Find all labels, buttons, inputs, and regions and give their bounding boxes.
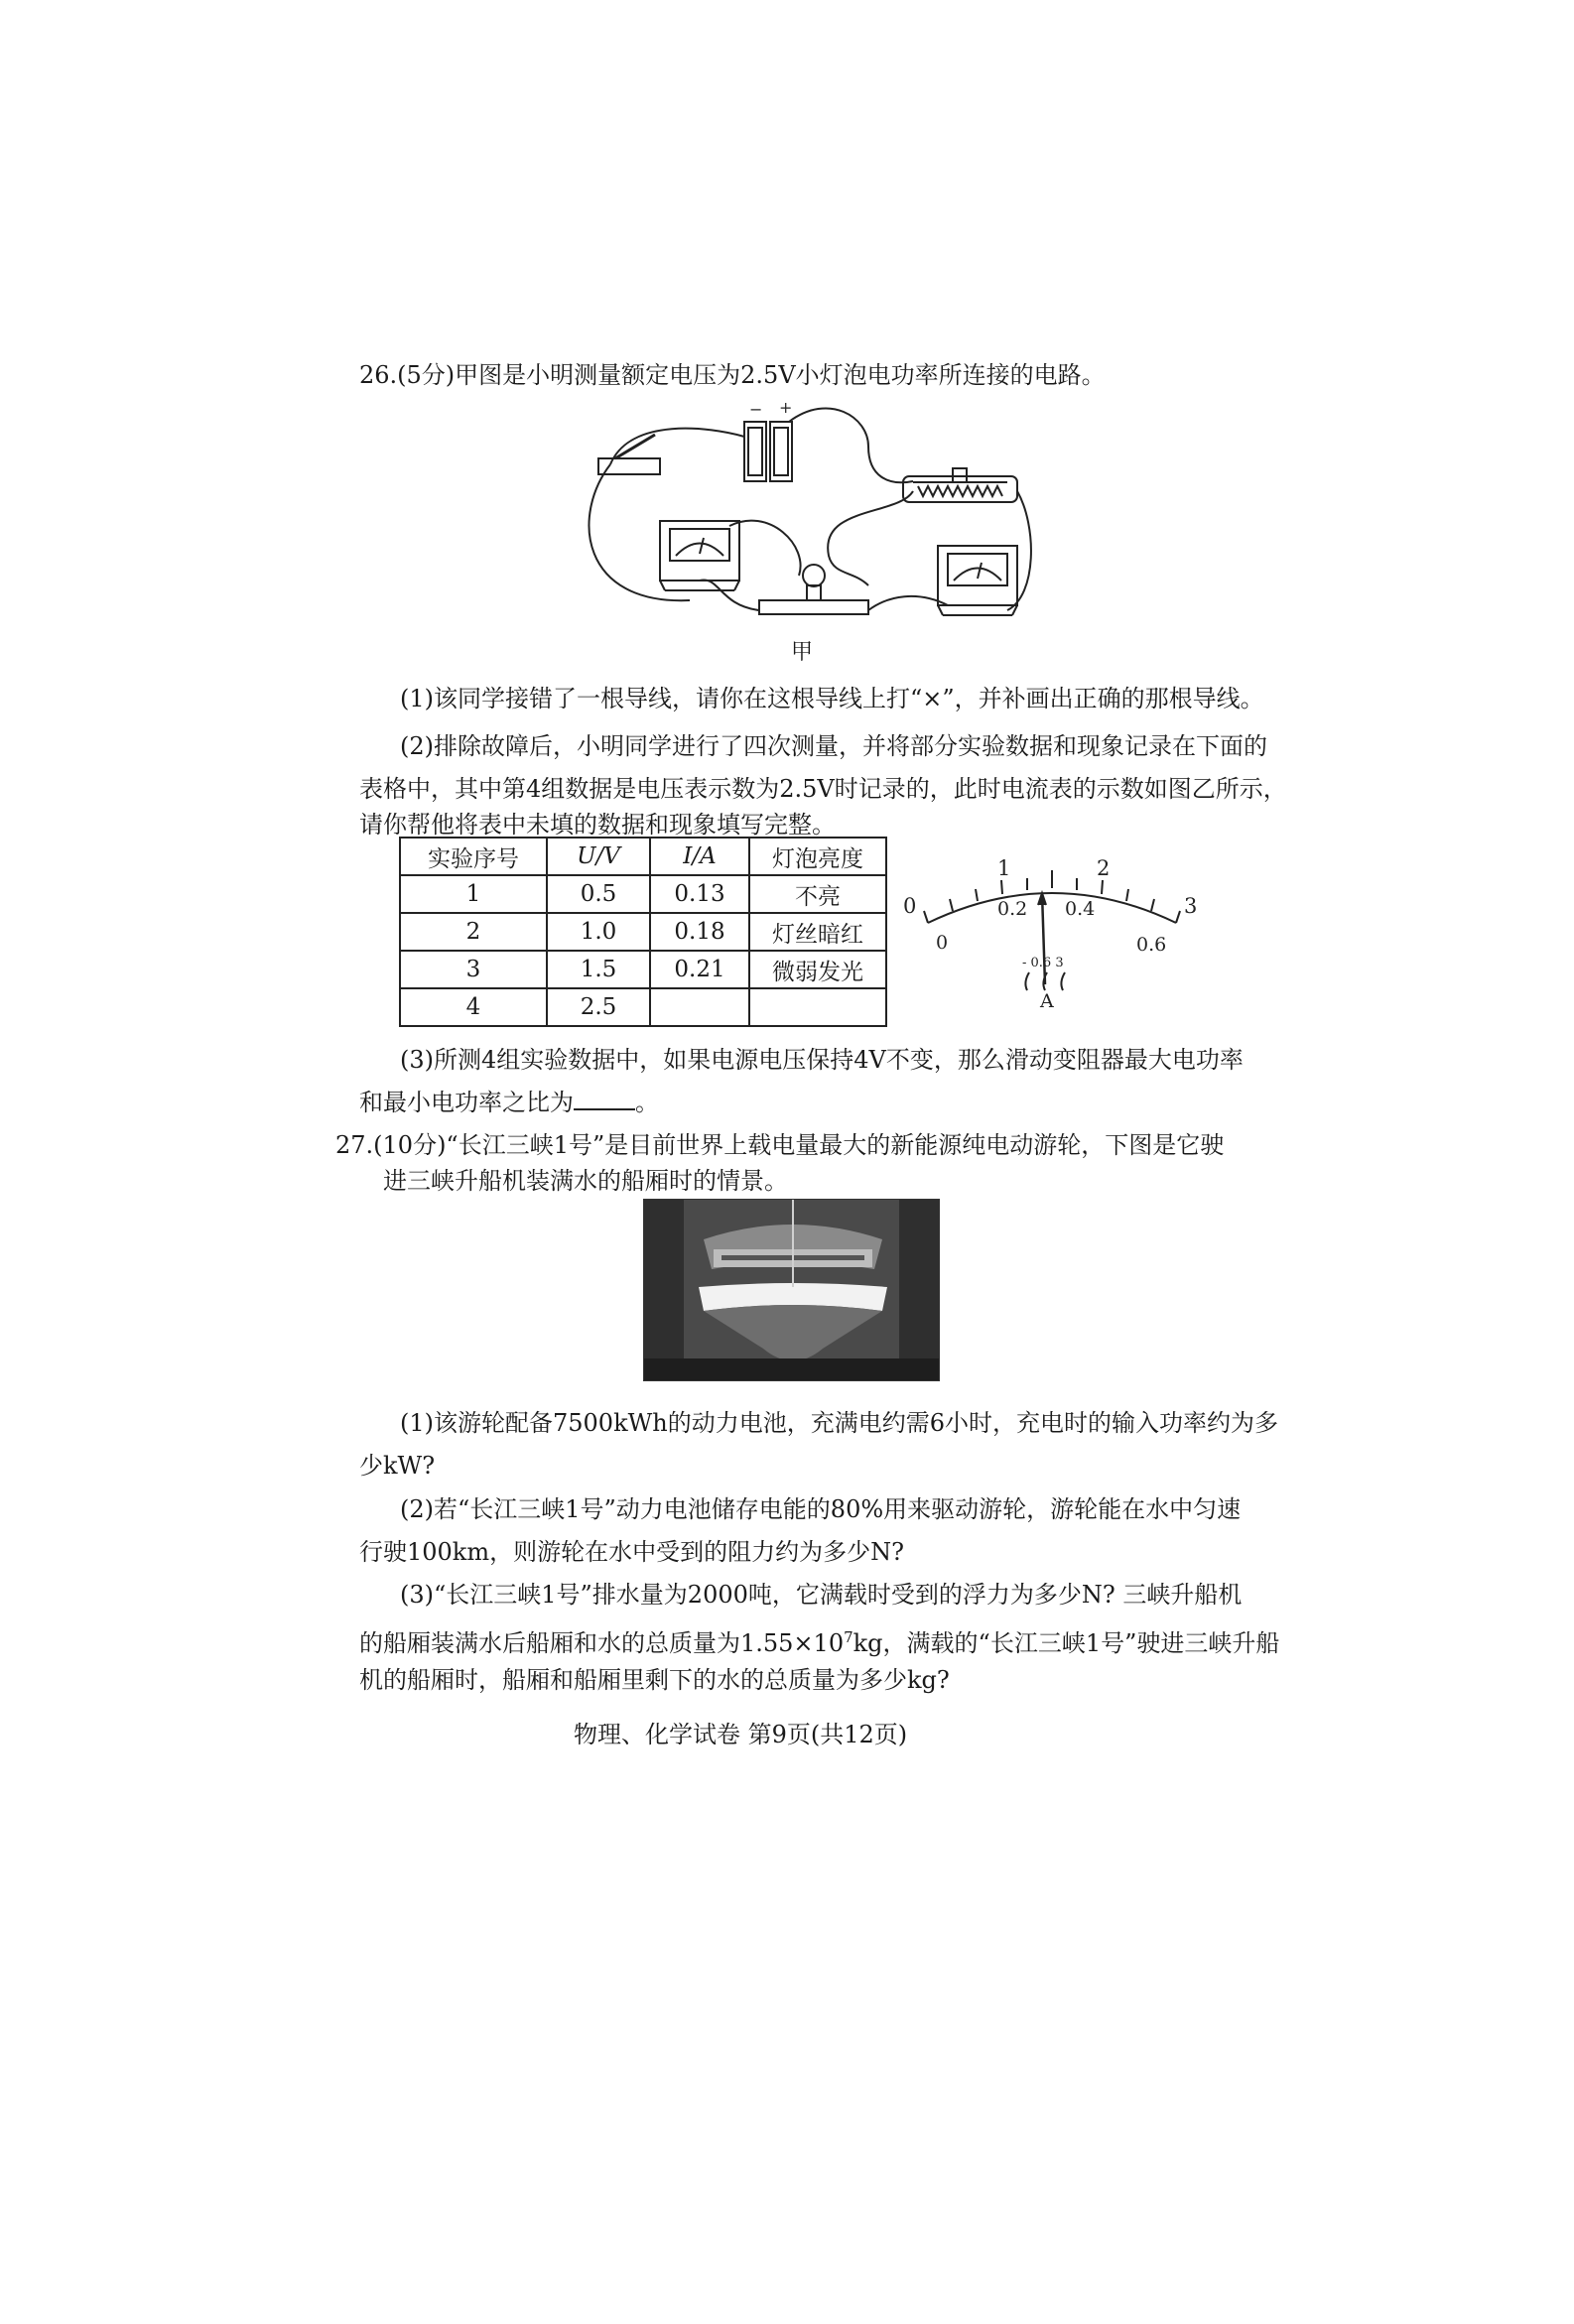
table-header: 灯泡亮度	[749, 838, 886, 875]
table-row	[400, 913, 886, 951]
table-cell: 4	[400, 988, 547, 1026]
ship-photo	[643, 1199, 940, 1381]
battery-minus-label: −	[749, 400, 763, 419]
dial-inner-label: 0	[936, 932, 949, 954]
figure-caption-jia: 甲	[791, 640, 814, 665]
table-cell: 1.5	[547, 951, 650, 988]
q27-part3-line1: (3)“长江三峡1号”排水量为2000吨，它满载时受到的浮力为多少N? 三峡升船机	[400, 1581, 1243, 1609]
dial-outer-label: 3	[1184, 894, 1198, 918]
q27-title-line2: 进三峡升船机装满水的船厢时的情景。	[383, 1167, 788, 1195]
dial-inner-label: 0.6	[1136, 934, 1167, 956]
q26-part1: (1)该同学接错了一根导线，请你在这根导线上打“×”，并补画出正确的那根导线。	[400, 685, 1264, 712]
table-cell: 0.13	[650, 875, 749, 913]
dial-inner-label: 0.2	[997, 898, 1028, 920]
dial-outer-label: 2	[1097, 856, 1111, 880]
table-row	[400, 951, 886, 988]
table-cell: 微弱发光	[749, 951, 886, 988]
table-cell: 不亮	[749, 875, 886, 913]
q27-part3-line3: 机的船厢时，船厢和船厢里剩下的水的总质量为多少kg?	[359, 1666, 950, 1694]
q27-part1-line1: (1)该游轮配备7500kWh的动力电池，充满电约需6小时，充电时的输入功率约为多	[400, 1409, 1279, 1437]
table-cell: 2.5	[547, 988, 650, 1026]
table-header: 实验序号	[400, 838, 547, 875]
q26-part3-line1: (3)所测4组实验数据中，如果电源电压保持4V不变，那么滑动变阻器最大电功率	[400, 1046, 1244, 1074]
table-cell: 0.21	[650, 951, 749, 988]
data-table	[399, 837, 887, 1027]
q26-part2-line2: 表格中，其中第4组数据是电压表示数为2.5V时记录的，此时电流表的示数如图乙所示，	[359, 775, 1287, 803]
table-row	[400, 875, 886, 913]
table-header: U/V	[547, 838, 650, 875]
battery-plus-label: +	[779, 398, 793, 417]
ammeter-dial	[898, 853, 1206, 1012]
q26-part3-end: 。	[635, 1089, 659, 1116]
q27-part3-line2-a: 的船厢装满水后船厢和水的总质量为1.55×10	[359, 1629, 845, 1657]
q27-part3-line2	[359, 1621, 1279, 1659]
table-cell: 1.0	[547, 913, 650, 951]
answer-blank	[574, 1087, 635, 1110]
table-cell: 3	[400, 951, 547, 988]
table-cell: 1	[400, 875, 547, 913]
dial-inner-label: 0.4	[1065, 898, 1096, 920]
q26-part3-text: 和最小电功率之比为	[359, 1089, 574, 1116]
dial-outer-label: 1	[997, 856, 1011, 880]
circuit-diagram	[571, 397, 1037, 645]
table-cell	[749, 988, 886, 1026]
exponent: 7	[844, 1628, 853, 1646]
q27-part2-line2: 行驶100km，则游轮在水中受到的阻力约为多少N?	[359, 1538, 904, 1566]
table-row	[400, 988, 886, 1026]
dial-terminals: - 0.6 3	[1022, 956, 1064, 970]
q26-part3-line2	[359, 1087, 659, 1118]
table-cell: 0.5	[547, 875, 650, 913]
q26-part2-line1: (2)排除故障后，小明同学进行了四次测量，并将部分实验数据和现象记录在下面的	[400, 732, 1267, 760]
q26-part2-line3: 请你帮他将表中未填的数据和现象填写完整。	[359, 811, 836, 839]
q27-part3-line2-b: kg，满载的“长江三峡1号”驶进三峡升船	[853, 1629, 1280, 1657]
table-cell	[650, 988, 749, 1026]
dial-unit: A	[1040, 990, 1054, 1012]
dial-outer-label: 0	[903, 894, 917, 918]
q27-title-line1: 27.(10分)“长江三峡1号”是目前世界上载电量最大的新能源纯电动游轮，下图是它驶	[335, 1131, 1225, 1159]
page-footer: 物理、化学试卷 第9页(共12页)	[574, 1721, 908, 1748]
q26-title: 26.(5分)甲图是小明测量额定电压为2.5V小灯泡电功率所连接的电路。	[359, 361, 1106, 389]
table-cell: 灯丝暗红	[749, 913, 886, 951]
table-header: I/A	[650, 838, 749, 875]
table-header-row	[400, 838, 886, 875]
q27-part2-line1: (2)若“长江三峡1号”动力电池储存电能的80%用来驱动游轮，游轮能在水中匀速	[400, 1495, 1242, 1523]
q27-part1-line2: 少kW?	[359, 1452, 436, 1480]
table-cell: 0.18	[650, 913, 749, 951]
table-cell: 2	[400, 913, 547, 951]
